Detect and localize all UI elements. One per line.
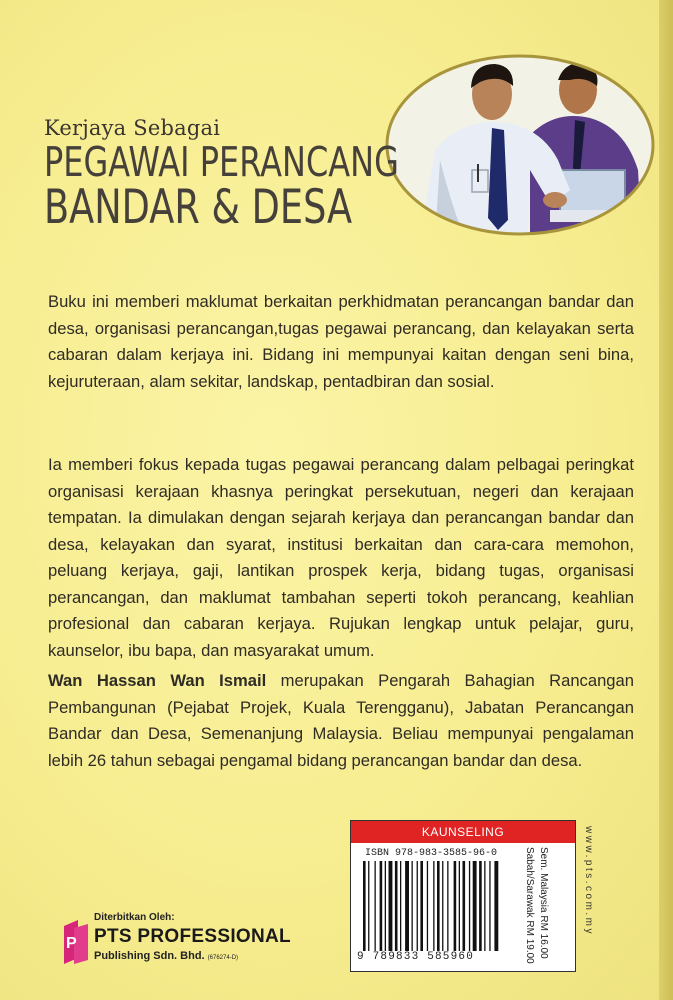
cover-edge	[659, 0, 673, 1000]
website-url: www.pts.com.my	[583, 826, 594, 937]
barcode-bar	[454, 861, 457, 951]
category-label: KAUNSELING	[351, 821, 575, 843]
barcode-bar	[420, 861, 423, 951]
barcode-bar	[437, 861, 440, 951]
barcode-bar	[494, 861, 498, 951]
barcode-bar	[368, 861, 369, 951]
barcode-bar	[389, 861, 393, 951]
barcode-bar	[380, 861, 383, 951]
publisher-reg: (676274-D)	[207, 955, 239, 961]
publisher-name-prefix: PTS PRO	[94, 926, 180, 947]
barcode	[361, 861, 521, 953]
published-by-label: Diterbitkan Oleh:	[94, 912, 175, 923]
isbn-text: ISBN 978-983-3585-96-0	[365, 848, 498, 859]
barcode-bar	[375, 861, 376, 951]
description-paragraph-1: Buku ini memberi maklumat berkaitan perkhidmatan perancangan bandar dan desa, organisasi perancangan,tugas pegawai perancang, dan kelayakan serta cabaran dalam kerjaya ini. Bidang ini mempunyai kaitan dengan seni bina, kejuruteraan, alam sekitar, landskap, pentadbiran dan sosial.	[48, 292, 634, 391]
publisher-name-suffix: FESSIONAL	[179, 926, 291, 947]
barcode-bar	[427, 861, 428, 951]
barcode-bar	[463, 861, 466, 951]
barcode-bar	[447, 861, 448, 951]
barcode-bar	[417, 861, 418, 951]
barcode-bar	[400, 861, 401, 951]
price-barcode-box	[350, 820, 576, 972]
publisher-block	[60, 912, 300, 982]
barcode-bar	[433, 861, 434, 951]
publisher-name	[94, 926, 291, 948]
barcode-bar	[479, 861, 482, 951]
website-strip	[578, 820, 598, 970]
author-bio: merupakan Pengarah Bahagian Rancangan Pembangunan (Pejabat Projek, Kuala Terengganu), Jabatan Perancangan Bandar dan Desa, Semenanjung Malaysia. Beliau mempunyai pengalaman lebih 26 tahun sebagai pengamal bidang perancangan bandar dan desa.	[48, 671, 634, 770]
barcode-bar	[459, 861, 460, 951]
barcode-bar	[489, 861, 490, 951]
barcode-bar	[363, 861, 366, 951]
barcode-bar	[395, 861, 398, 951]
author-name: Wan Hassan Wan Ismail	[48, 671, 267, 690]
barcode-digits: 9 789833 585960	[357, 951, 475, 963]
svg-text:P: P	[66, 935, 77, 952]
title-kicker: Kerjaya Sebagai	[44, 116, 221, 140]
price-east: Sabah/Sarawak RM 19.00	[524, 847, 535, 964]
author-paragraph	[48, 668, 634, 774]
pts-logo-icon	[60, 918, 92, 968]
publisher-sub	[94, 950, 238, 962]
publisher-company: Publishing Sdn. Bhd.	[94, 950, 205, 962]
price-column	[524, 845, 573, 969]
barcode-bar	[405, 861, 409, 951]
barcode-bar	[469, 861, 470, 951]
barcode-bar	[473, 861, 477, 951]
barcode-bar	[412, 861, 413, 951]
barcode-bar	[442, 861, 443, 951]
title-line-1: PEGAWAI PERANCANG	[44, 138, 399, 186]
price-peninsular: Sem. Malaysia RM 16.00	[538, 847, 549, 959]
barcode-bar	[484, 861, 485, 951]
title-line-2: BANDAR & DESA	[44, 180, 353, 235]
description-paragraph-2: Ia memberi fokus kepada tugas pegawai perancang dalam pelbagai peringkat organisasi kerajaan khasnya peringkat persekutuan, negeri dan kerajaan tempatan. Ia dimulakan dengan sejarah kerjaya dan perancangan bandar dan desa, kelayakan dan syarat, institusi berkaitan dan cara-cara memohon, peluang kerjaya, gaji, lantikan prospek kerja, bidang tugas, organisasi perancangan, dan maklumat tambahan seperti tokoh perancang, keahlian profesional dan cabaran kerjaya. Rujukan lengkap untuk pelajar, guru, kaunselor, ibu bapa, dan masyarakat umum.	[48, 455, 634, 660]
title-block	[44, 116, 499, 235]
barcode-bar	[385, 861, 386, 951]
